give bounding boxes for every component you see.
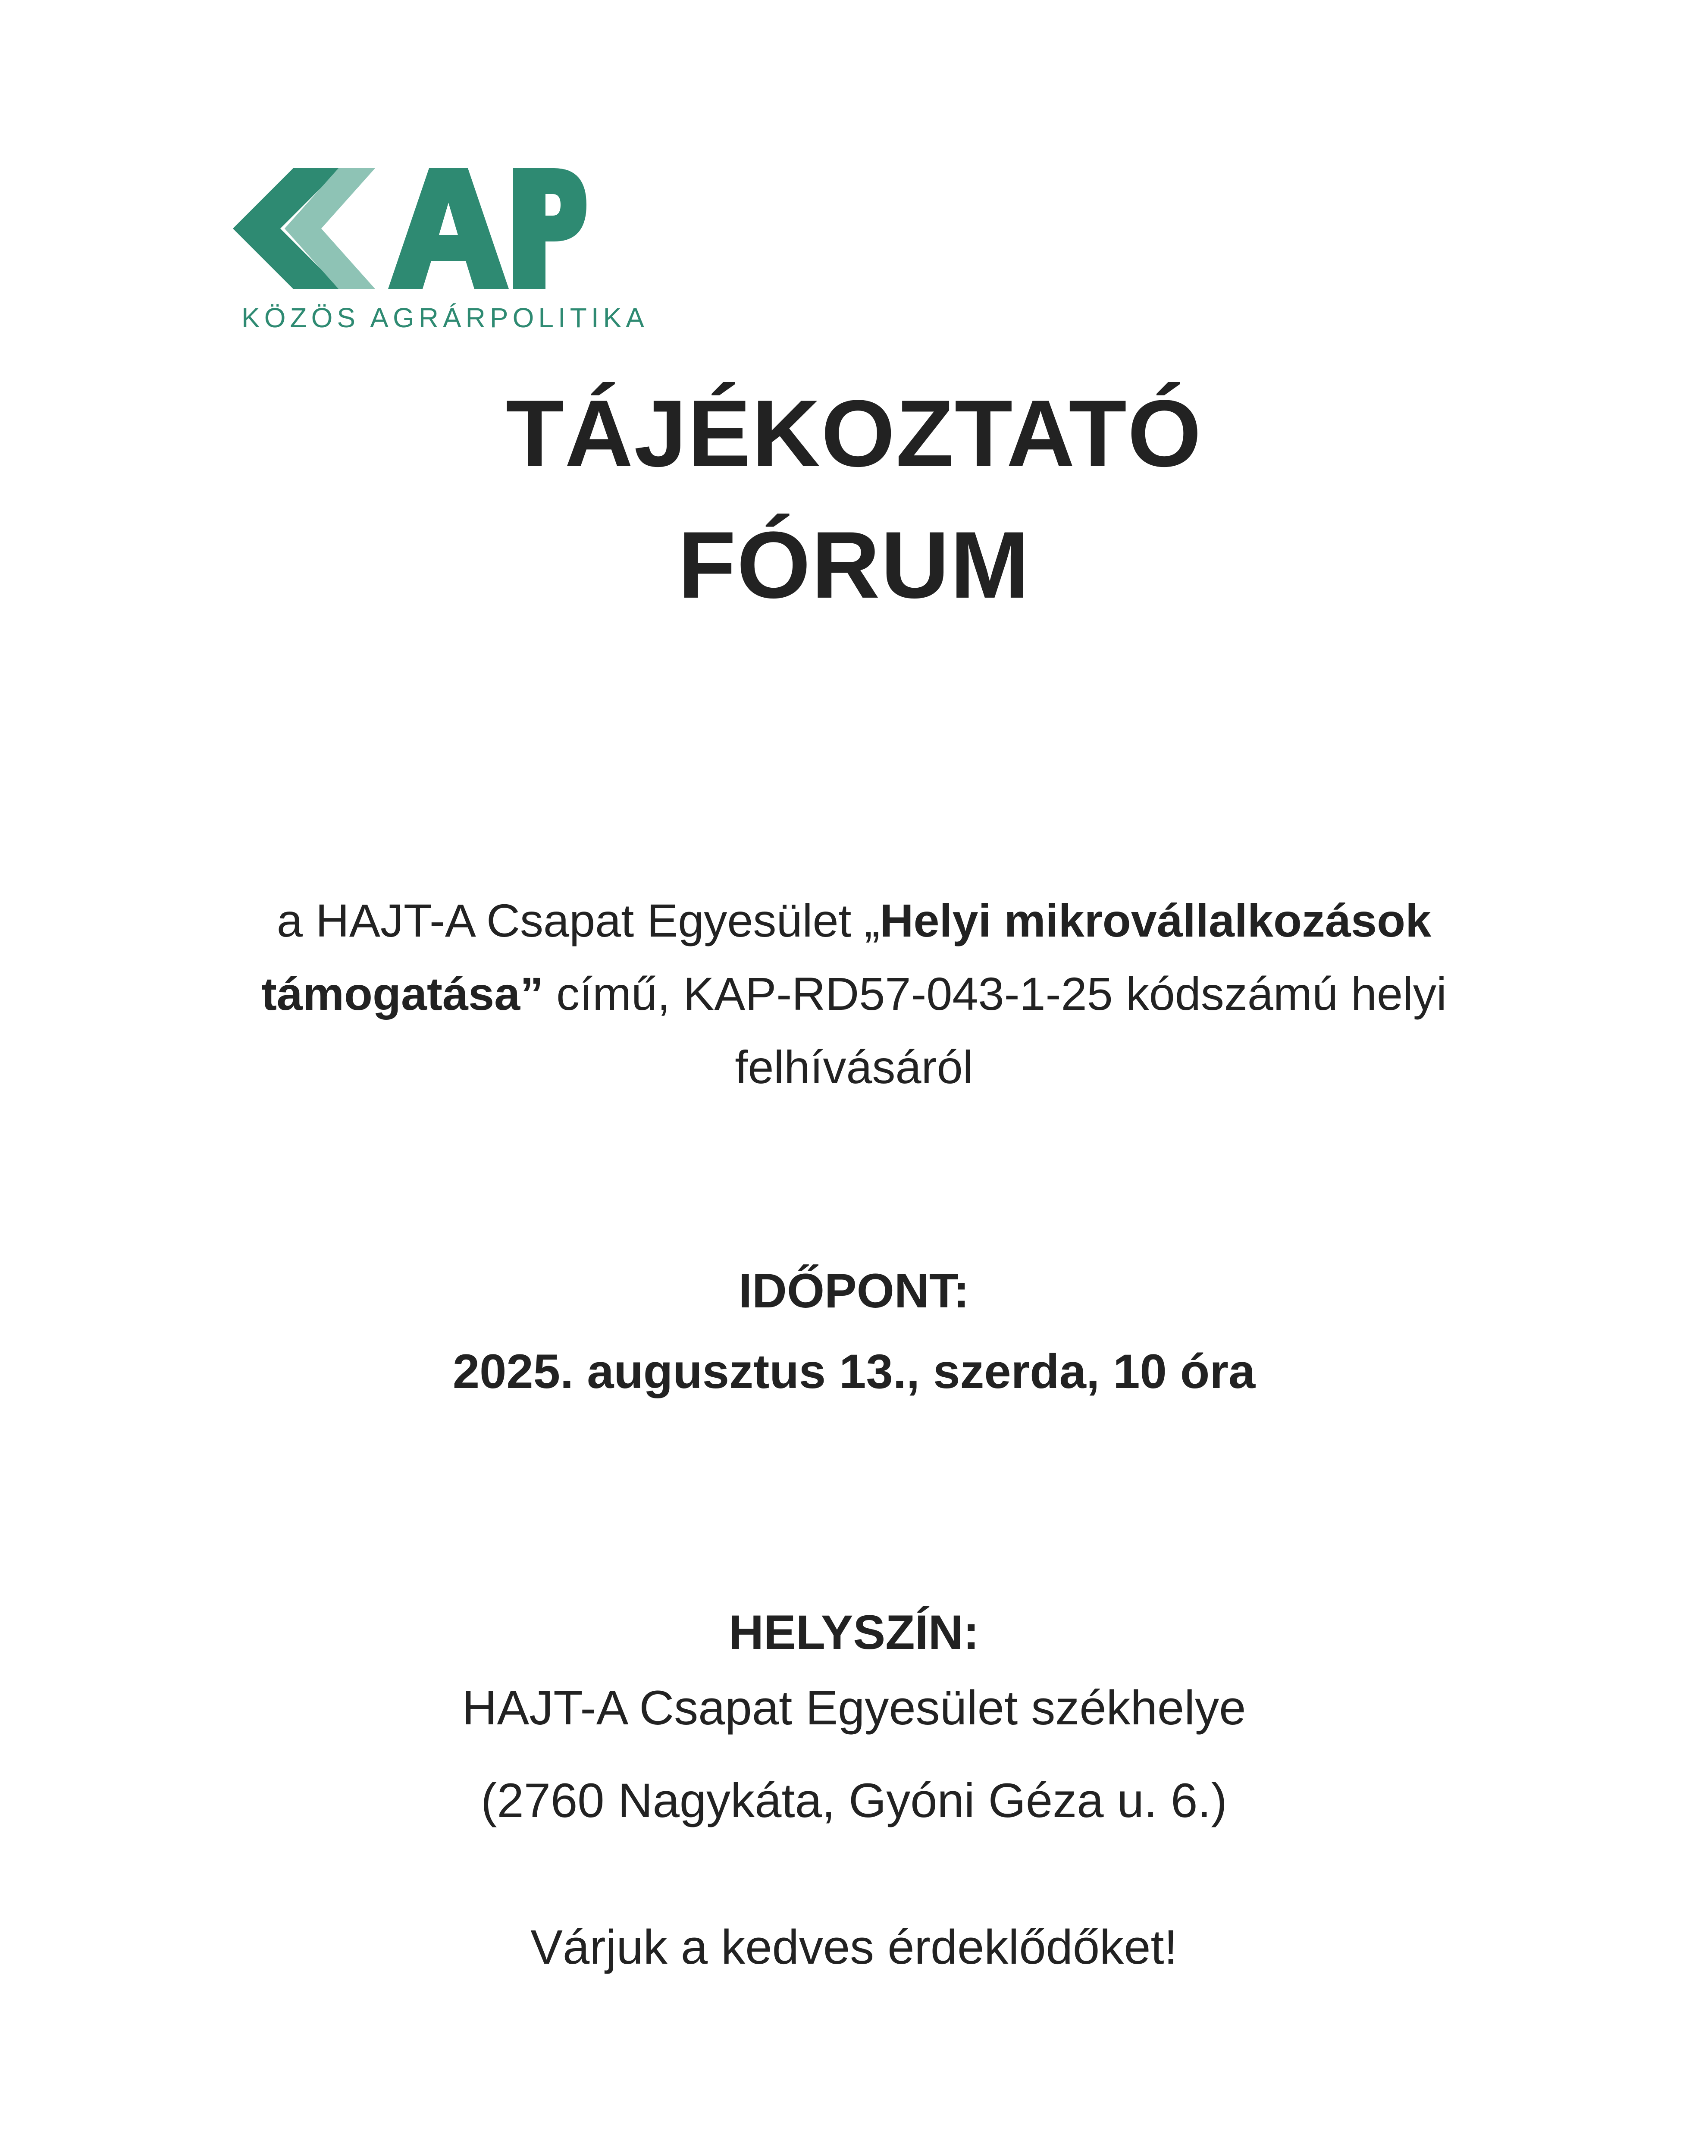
intro-paragraph [0,884,1708,1104]
intro-suffix: című, KAP-RD57-043-1-25 kódszámú helyi [543,968,1447,1020]
intro-prefix: a HAJT-A Csapat Egyesület „ [276,894,880,946]
kap-subtitle: KÖZÖS AGRÁRPOLITIKA [241,302,649,333]
date-value: 2025. augusztus 13., szerda, 10 óra [452,1344,1256,1398]
intro-bold-1: Helyi mikrovállalkozások [880,894,1432,946]
intro-line-3: felhívásáról [735,1041,973,1093]
kap-letter-p [513,168,586,289]
intro-line-1 [0,884,1708,957]
title-line-1: TÁJÉKOZTATÓ [506,380,1202,486]
title-line-2: FÓRUM [678,512,1030,618]
intro-bold-2: támogatása” [261,968,544,1020]
welcome-text: Várjuk a kedves érdeklődőket! [530,1920,1178,1974]
place-line-1: HAJT-A Csapat Egyesület székhelye [462,1681,1246,1735]
place-heading: HELYSZÍN: [729,1605,979,1659]
date-heading: IDŐPONT: [738,1264,970,1318]
intro-line-2 [0,957,1708,1031]
place-line-2: (2760 Nagykáta, Gyóni Géza u. 6.) [481,1774,1227,1827]
kap-letter-a [388,168,509,289]
